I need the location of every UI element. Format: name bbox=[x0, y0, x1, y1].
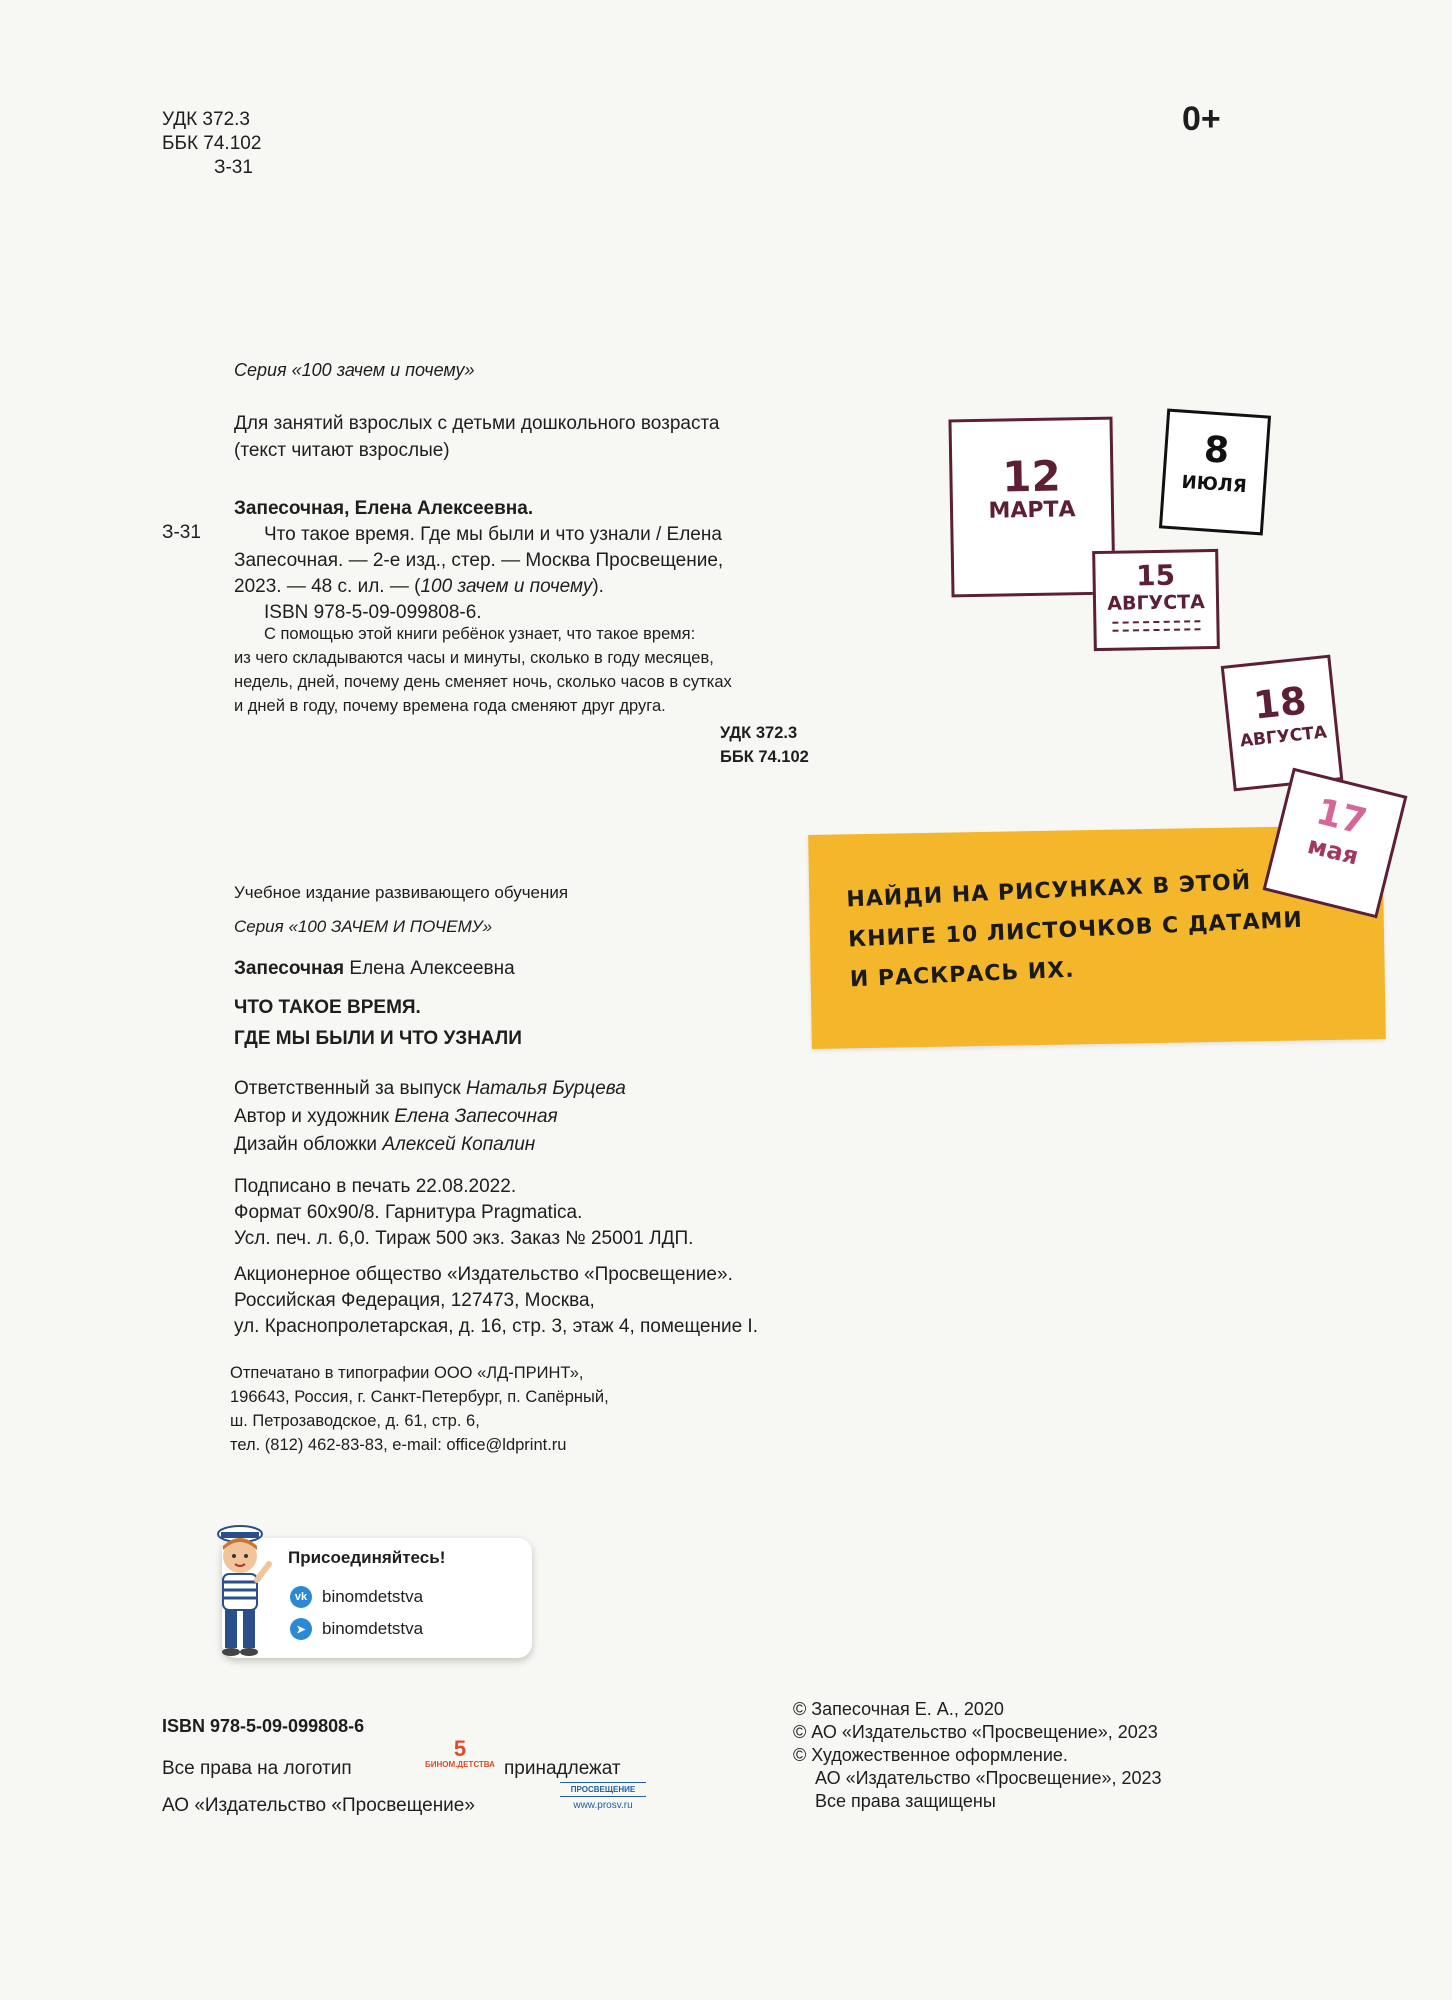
isbn: ISBN 978-5-09-099808-6 bbox=[162, 1716, 365, 1736]
classification-codes-bottom bbox=[720, 721, 809, 769]
audience-line: (текст читают взрослые) bbox=[234, 440, 450, 461]
show-through-text bbox=[150, 100, 161, 140]
imprint-author: Запесочная Елена Алексеевна bbox=[234, 958, 515, 979]
annotation bbox=[234, 622, 836, 718]
telegram-icon: ➤ bbox=[290, 1618, 312, 1640]
printer-line: Отпечатано в типографии ООО «ЛД-ПРИНТ», bbox=[230, 1364, 584, 1382]
date-note-day: 12 bbox=[1001, 451, 1062, 502]
date-note-month: ИЮЛЯ bbox=[1180, 471, 1248, 498]
audience-line: Для занятий взрослых с детьми дошкольного возраста bbox=[234, 413, 720, 434]
series-label: Серия «100 ЗАЧЕМ И ПОЧЕМУ» bbox=[234, 917, 493, 936]
bibliographic-entry bbox=[234, 496, 844, 626]
date-note bbox=[1221, 655, 1344, 792]
udk-code: УДК 372.3 bbox=[162, 109, 250, 130]
printer-line: 196643, Россия, г. Санкт-Петербург, п. Сапёрный, bbox=[230, 1388, 609, 1406]
annotation-line: С помощью этой книги ребёнок узнает, что такое время: bbox=[264, 625, 696, 643]
prosveshchenie-logo-url: www.prosv.ru bbox=[573, 1800, 633, 1811]
biblio-line: 2023. — 48 с. ил. — (100 зачем и почему). bbox=[234, 576, 604, 597]
sailor-boy-illustration bbox=[205, 1520, 275, 1660]
binom-logo-text: БИНОМ.ДЕТСТВА bbox=[425, 1760, 495, 1769]
annotation-line: недель, дней, почему день сменяет ночь, сколько часов в сутках bbox=[234, 673, 732, 691]
publisher-line: Акционерное общество «Издательство «Просвещение». bbox=[234, 1264, 733, 1285]
udk-code: УДК 372.3 bbox=[720, 724, 798, 742]
date-note-month: АВГУСТА bbox=[1239, 722, 1328, 752]
staff-item: Дизайн обложки Алексей Копалин bbox=[234, 1134, 536, 1155]
binom-logo-number: 5 bbox=[453, 1736, 467, 1761]
biblio-code: З-31 bbox=[162, 522, 201, 543]
social-handle: binomdetstva bbox=[322, 1619, 424, 1638]
date-note-month: мая bbox=[1304, 830, 1362, 871]
date-note-day: 17 bbox=[1312, 791, 1371, 844]
logo-rights-text: Все права на логотип bbox=[162, 1758, 352, 1779]
audience-note bbox=[234, 410, 834, 464]
author-sign: З-31 bbox=[214, 157, 253, 178]
social-link-telegram[interactable] bbox=[290, 1618, 423, 1640]
logo-rights-text: принадлежат bbox=[504, 1758, 621, 1779]
binom-logo bbox=[425, 1738, 495, 1769]
publisher-line: Российская Федерация, 127473, Москва, bbox=[234, 1290, 595, 1311]
print-line: Усл. печ. л. 6,0. Тираж 500 экз. Заказ № 25001 ЛДП. bbox=[234, 1228, 694, 1249]
staff-item: Ответственный за выпуск Наталья Бурцева bbox=[234, 1078, 626, 1099]
copyright-line: Все права защищены bbox=[815, 1791, 996, 1811]
task-line: КНИГЕ 10 ЛИСТОЧКОВ С ДАТАМИ bbox=[847, 907, 1304, 953]
staff-list bbox=[234, 1075, 626, 1159]
print-line: Формат 60x90/8. Гарнитура Pragmatica. bbox=[234, 1202, 583, 1223]
task-line: НАЙДИ НА РИСУНКАХ В ЭТОЙ bbox=[845, 869, 1252, 913]
social-handle: binomdetstva bbox=[322, 1587, 424, 1606]
social-link-vk[interactable] bbox=[290, 1586, 423, 1608]
title-line: ГДЕ МЫ БЫЛИ И ЧТО УЗНАЛИ bbox=[234, 1028, 522, 1049]
date-note-day: 15 bbox=[1135, 558, 1176, 593]
printer-line: тел. (812) 462-83-83, e-mail: office@ldprint.ru bbox=[230, 1436, 567, 1454]
biblio-line: Запесочная. — 2-е изд., стер. — Москва Просвещение, bbox=[234, 550, 724, 571]
publisher-line: ул. Краснопролетарская, д. 16, стр. 3, этаж 4, помещение I. bbox=[234, 1316, 758, 1337]
prosveshchenie-logo-name: ПРОСВЕЩЕНИЕ bbox=[560, 1782, 646, 1797]
task-text bbox=[846, 860, 1331, 1001]
bbk-code: ББК 74.102 bbox=[162, 133, 262, 154]
date-note-day: 8 bbox=[1202, 429, 1231, 472]
copyright-line: © АО «Издательство «Просвещение», 2023 bbox=[793, 1722, 1158, 1742]
age-rating: 0+ bbox=[1182, 100, 1221, 138]
date-note-month: АВГУСТА bbox=[1107, 591, 1206, 615]
social-card-title: Присоединяйтесь! bbox=[288, 1548, 446, 1567]
printer-info bbox=[230, 1361, 609, 1457]
biblio-isbn: ISBN 978-5-09-099808-6. bbox=[264, 602, 482, 623]
note-lines bbox=[1112, 620, 1200, 632]
bbk-code: ББК 74.102 bbox=[720, 748, 809, 766]
date-note bbox=[1159, 409, 1271, 536]
publisher-address bbox=[234, 1262, 758, 1340]
print-line: Подписано в печать 22.08.2022. bbox=[234, 1176, 517, 1197]
date-note bbox=[1092, 549, 1220, 651]
copyright-line: © Запесочная Е. А., 2020 bbox=[793, 1699, 1004, 1719]
task-line: И РАСКРАСЬ ИХ. bbox=[849, 957, 1076, 993]
annotation-line: из чего складываются часы и минуты, сколько в году месяцев, bbox=[234, 649, 714, 667]
book-title bbox=[234, 992, 522, 1054]
title-line: ЧТО ТАКОЕ ВРЕМЯ. bbox=[234, 997, 421, 1018]
edition-type: Учебное издание развивающего обучения bbox=[234, 883, 569, 902]
date-note bbox=[948, 417, 1115, 598]
biblio-line: Что такое время. Где мы были и что узнали / Елена bbox=[264, 524, 722, 545]
printer-line: ш. Петрозаводское, д. 61, стр. 6, bbox=[230, 1412, 480, 1430]
copyright-line: АО «Издательство «Просвещение», 2023 bbox=[815, 1768, 1162, 1788]
biblio-author: Запесочная, Елена Алексеевна. bbox=[234, 498, 534, 519]
staff-item: Автор и художник Елена Запесочная bbox=[234, 1106, 558, 1127]
date-note-day: 18 bbox=[1251, 678, 1309, 728]
copyright-line: © Художественное оформление. bbox=[793, 1745, 1068, 1765]
series-label: Серия «100 зачем и почему» bbox=[234, 360, 475, 380]
logo-rights-owner: АО «Издательство «Просвещение» bbox=[162, 1795, 475, 1816]
print-details bbox=[234, 1174, 693, 1252]
vk-icon: vk bbox=[290, 1586, 312, 1608]
prosveshchenie-logo bbox=[560, 1782, 646, 1811]
annotation-line: и дней в году, почему времена года сменяют друг друга. bbox=[234, 697, 666, 715]
classification-codes bbox=[162, 108, 261, 180]
copyright-block bbox=[793, 1698, 1162, 1813]
date-note-month: МАРТА bbox=[988, 497, 1076, 524]
